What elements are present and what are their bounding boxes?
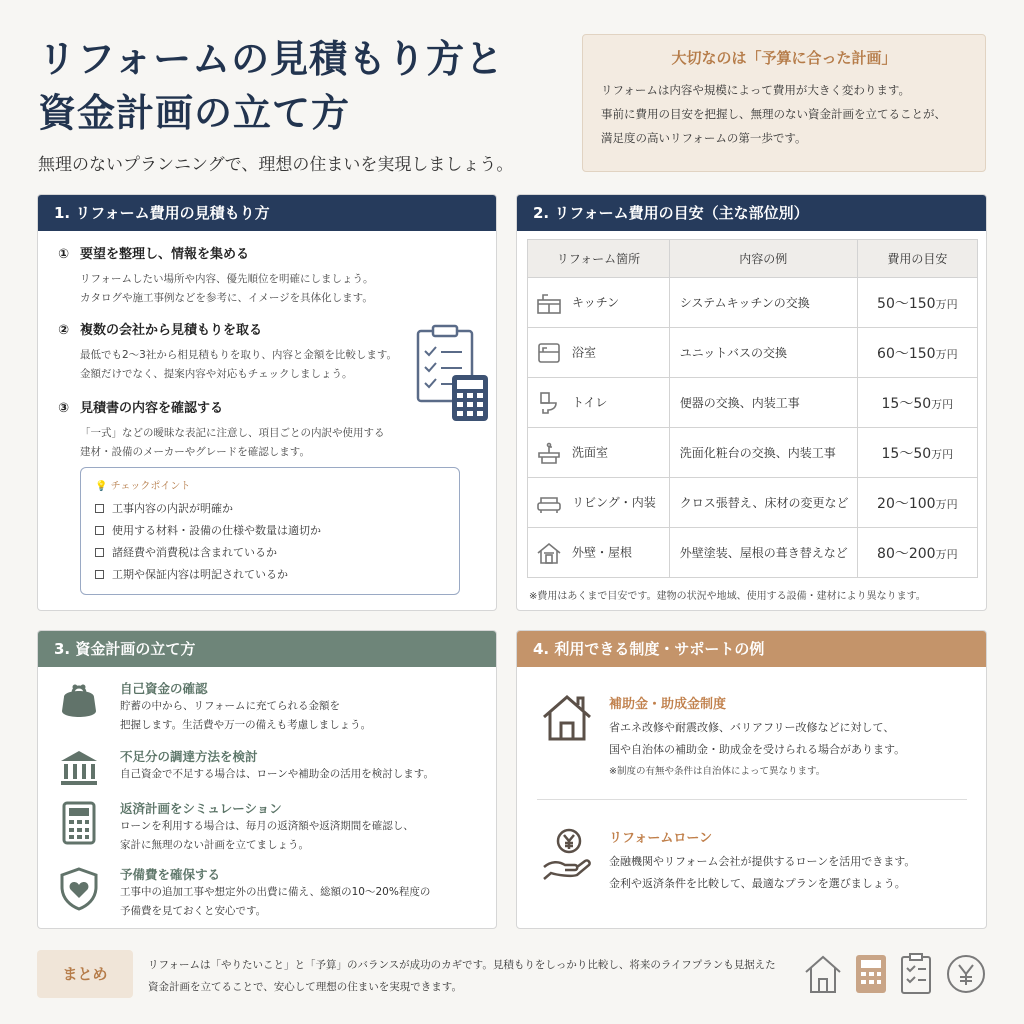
funding-desc: 予備費を見ておくと安心です。 xyxy=(120,905,267,917)
divider xyxy=(537,799,967,800)
cost-note: ※費用はあくまで目安です。建物の状況や地域、使用する設備・建材により異なります。 xyxy=(529,591,926,602)
funding-desc: ローンを利用する場合は、毎月の返済額や返済期間を確認し、 xyxy=(120,820,414,832)
cell-example: システムキッチンの交換 xyxy=(669,278,857,328)
cell-example: ユニットバスの交換 xyxy=(669,328,857,378)
purse-icon xyxy=(58,681,100,721)
table-row xyxy=(528,378,978,428)
funding-title: 返済計画をシミュレーション xyxy=(120,801,282,816)
funding-desc: 工事中の追加工事や想定外の出費に備え、総額の10〜20%程度の xyxy=(120,886,431,898)
funding-item xyxy=(58,865,488,921)
cell-place: トイレ xyxy=(572,395,608,409)
step-number: ② xyxy=(58,323,70,338)
house-exterior-icon xyxy=(536,541,562,565)
page-subtitle: 無理のないプランニングで、理想の住まいを実現しましょう。 xyxy=(38,155,514,175)
bathtub-icon xyxy=(536,341,562,365)
house-icon xyxy=(541,693,593,743)
checkbox-icon xyxy=(95,526,104,535)
cell-unit: 万円 xyxy=(935,347,958,361)
cell-unit: 万円 xyxy=(935,297,958,311)
checkpoint-box xyxy=(80,467,460,595)
title-line-2: 資金計画の立て方 xyxy=(38,91,351,135)
step-item xyxy=(58,397,385,462)
intro-line: リフォームは内容や規模によって費用が大きく変わります。 xyxy=(601,83,911,97)
toilet-icon xyxy=(536,391,562,415)
step-desc: 「一式」などの曖昧な表記に注意し、項目ごとの内訳や使用する xyxy=(80,427,385,439)
calculator-icon xyxy=(58,801,100,845)
table-row xyxy=(528,328,978,378)
table-row xyxy=(528,528,978,578)
support-item xyxy=(541,827,971,907)
checkpoint-item: 諸経費や消費税は含まれているか xyxy=(95,542,445,564)
cost-table xyxy=(527,239,978,578)
step-title: 見積書の内容を確認する xyxy=(80,401,224,416)
yen-coin-icon xyxy=(948,956,984,992)
support-desc: 国や自治体の補助金・助成金を受けられる場合があります。 xyxy=(609,743,906,756)
intro-box xyxy=(582,34,986,172)
cell-place: 外壁・屋根 xyxy=(572,545,633,559)
lightbulb-icon: 💡 xyxy=(95,481,111,492)
cell-range: 80〜200 xyxy=(877,545,936,562)
checkpoint-item: 工事内容の内訳が明確か xyxy=(95,498,445,520)
cell-example: クロス張替え、床材の変更など xyxy=(669,478,857,528)
intro-line: 事前に費用の目安を把握し、無理のない資金計画を立てることが、 xyxy=(601,107,946,121)
checkbox-icon xyxy=(95,570,104,579)
checkbox-icon xyxy=(95,548,104,557)
section-heading: 2. リフォーム費用の目安（主な部位別） xyxy=(517,195,986,231)
step-number: ③ xyxy=(58,401,70,416)
funding-title: 予備費を確保する xyxy=(120,867,221,882)
support-item xyxy=(541,693,971,783)
calculator-icon xyxy=(856,955,886,993)
section-support xyxy=(516,630,987,929)
cell-unit: 万円 xyxy=(931,397,954,411)
checkpoint-item: 工期や保証内容は明記されているか xyxy=(95,564,445,586)
section-estimate xyxy=(37,194,497,611)
house-icon xyxy=(806,957,840,992)
support-desc: 省エネ改修や耐震改修、バリアフリー改修などに対して、 xyxy=(609,721,895,734)
table-row xyxy=(528,428,978,478)
bank-icon xyxy=(58,749,100,789)
step-desc: 金額だけでなく、提案内容や対応もチェックしましょう。 xyxy=(80,368,353,380)
checklist-icon xyxy=(902,954,930,993)
funding-desc: 家計に無理のない計画を立てましょう。 xyxy=(120,839,309,851)
funding-desc: 把握します。生活費や万一の備えも考慮しましょう。 xyxy=(120,719,372,731)
page-title xyxy=(38,32,578,140)
cell-place: リビング・内装 xyxy=(572,495,656,509)
cell-unit: 万円 xyxy=(935,547,958,561)
cell-range: 15〜50 xyxy=(881,395,932,412)
step-number: ① xyxy=(58,247,70,262)
summary-line: リフォームは「やりたいこと」と「予算」のバランスが成功のカギです。見積もりをしっかり比較し、将来のライフプランも見据えた xyxy=(148,959,776,971)
yen-hand-icon xyxy=(541,827,593,883)
support-title: リフォームローン xyxy=(609,831,713,846)
washbasin-icon xyxy=(536,441,562,465)
support-note: ※制度の有無や条件は自治体によって異なります。 xyxy=(609,766,826,777)
bottom-icon-row xyxy=(804,952,988,996)
checkbox-icon xyxy=(95,504,104,513)
funding-item xyxy=(58,799,488,855)
section-heading: 3. 資金計画の立て方 xyxy=(38,631,496,667)
step-item xyxy=(58,243,373,308)
table-row xyxy=(528,478,978,528)
cell-place: 浴室 xyxy=(572,345,597,359)
intro-heading: 大切なのは「予算に合った計画」 xyxy=(671,49,897,67)
sofa-icon xyxy=(536,491,562,515)
section-cost-guide xyxy=(516,194,987,611)
support-title: 補助金・助成金制度 xyxy=(609,697,727,712)
cell-range: 20〜100 xyxy=(877,495,936,512)
section-heading: 4. 利用できる制度・サポートの例 xyxy=(517,631,986,667)
checkpoint-item: 使用する材料・設備の仕様や数量は適切か xyxy=(95,520,445,542)
intro-line: 満足度の高いリフォームの第一歩です。 xyxy=(601,131,807,145)
support-desc: 金利や返済条件を比較して、最適なプランを選びましょう。 xyxy=(609,877,906,890)
step-item xyxy=(58,319,397,384)
summary-line: 資金計画を立てることで、安心して理想の住まいを実現できます。 xyxy=(148,981,462,993)
cell-example: 便器の交換、内装工事 xyxy=(669,378,857,428)
funding-desc: 貯蓄の中から、リフォームに充てられる金額を xyxy=(120,700,340,712)
step-desc: 最低でも2〜3社から相見積もりを取り、内容と金額を比較します。 xyxy=(80,349,398,361)
section-heading: 1. リフォーム費用の見積もり方 xyxy=(38,195,496,231)
step-title: 複数の会社から見積もりを取る xyxy=(80,323,263,338)
checkpoint-heading: チェックポイント xyxy=(110,481,191,492)
cell-example: 外壁塗装、屋根の葺き替えなど xyxy=(669,528,857,578)
step-title: 要望を整理し、情報を集める xyxy=(80,247,250,262)
section-funding-plan xyxy=(37,630,497,929)
cell-unit: 万円 xyxy=(935,497,958,511)
step-desc: 建材・設備のメーカーやグレードを確認します。 xyxy=(80,446,310,458)
cell-example: 洗面化粧台の交換、内装工事 xyxy=(669,428,857,478)
clipboard-calculator-icon xyxy=(414,323,492,423)
funding-title: 不足分の調達方法を検討 xyxy=(120,749,258,764)
title-line-1: リフォームの見積もり方と xyxy=(38,37,505,81)
funding-desc: 自己資金で不足する場合は、ローンや補助金の活用を検討します。 xyxy=(120,768,434,780)
table-header-row xyxy=(528,240,978,278)
table-row xyxy=(528,278,978,328)
column-header: 内容の例 xyxy=(669,240,857,278)
cell-unit: 万円 xyxy=(931,447,954,461)
shield-heart-icon xyxy=(58,867,100,911)
step-desc: リフォームしたい場所や内容、優先順位を明確にしましょう。 xyxy=(80,273,374,285)
cell-range: 60〜150 xyxy=(877,345,936,362)
summary-label: まとめ xyxy=(37,950,133,998)
step-desc: カタログや施工事例などを参考に、イメージを具体化します。 xyxy=(80,292,373,304)
support-desc: 金融機関やリフォーム会社が提供するローンを活用できます。 xyxy=(609,855,916,868)
cell-range: 15〜50 xyxy=(881,445,932,462)
cell-range: 50〜150 xyxy=(877,295,936,312)
cell-place: キッチン xyxy=(572,295,620,309)
column-header: リフォーム箇所 xyxy=(528,240,670,278)
kitchen-icon xyxy=(536,291,562,315)
summary-text xyxy=(148,954,776,998)
funding-title: 自己資金の確認 xyxy=(120,681,208,696)
column-header: 費用の目安 xyxy=(857,240,977,278)
funding-item xyxy=(58,679,488,735)
cell-place: 洗面室 xyxy=(572,445,609,459)
funding-item xyxy=(58,747,488,791)
